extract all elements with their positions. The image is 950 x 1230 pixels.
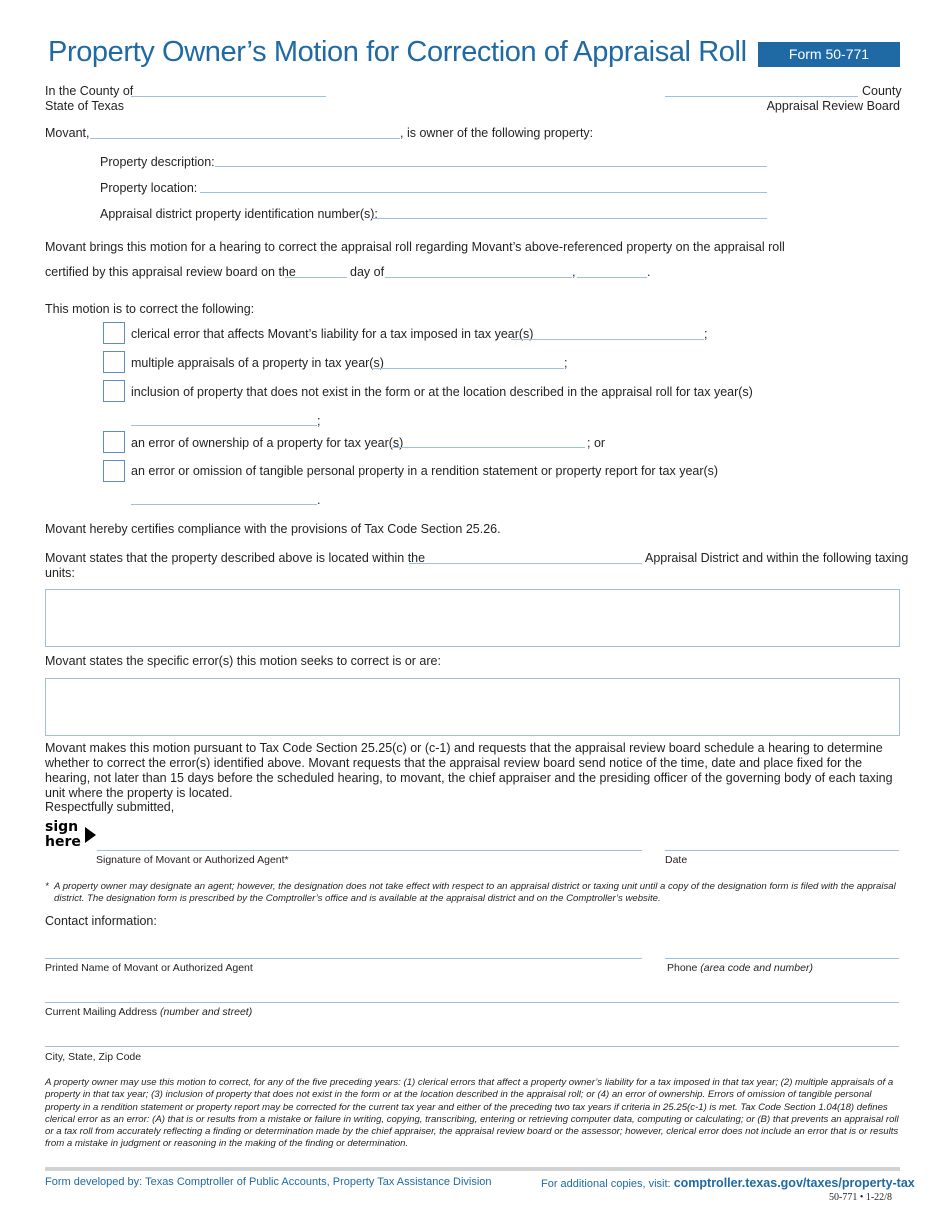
city-state-zip-label: City, State, Zip Code [45,1051,142,1063]
county-suffix-label: County [862,84,902,98]
footnote-text: A property owner may designate an agent; however, the designation does not take effect with respect to an appraisal district or taxing unit until a copy of the designation form is filed with the appraisal district. The designation form is prescribed by the Comptroller’s office and is available at the appraisal district and on the Comptroller’s website. [54,881,896,905]
arb-county-field[interactable] [665,96,858,97]
comma: , [572,265,576,279]
phone-field[interactable] [665,958,899,959]
property-description-field[interactable] [215,166,767,167]
semicolon: ; [564,356,568,370]
date-label: Date [665,854,688,866]
state-label: State of Texas [45,99,124,113]
units-label: units: [45,566,75,580]
mailing-address-field[interactable] [45,1002,899,1003]
nonexistent-property-label: inclusion of property that does not exist in the form or at the location described in the appraisal roll for tax year(s) [131,385,753,399]
county-field[interactable] [131,96,326,97]
owner-statement: , is owner of the following property: [400,126,594,140]
phone-label-text: Phone [667,962,698,974]
movant-name-field[interactable] [90,138,400,139]
tangible-property-year-field[interactable] [131,504,317,505]
signature-label: Signature of Movant or Authorized Agent* [96,854,289,866]
footnote-star: * [45,881,49,892]
sign-arrow-icon [85,827,96,843]
period: . [647,265,651,279]
footer-divider [45,1167,900,1171]
revision-code: 50-771 • 1-22/8 [829,1192,892,1203]
located-suffix: Appraisal District and within the following taxing [645,551,909,565]
corrections-intro: This motion is to correct the following: [45,302,255,316]
mailing-address-label [45,1005,252,1020]
clerical-error-year-field[interactable] [511,339,704,340]
clerical-error-checkbox[interactable] [103,322,125,344]
printed-name-label: Printed Name of Movant or Authorized Agent [45,962,253,974]
tangible-property-checkbox[interactable] [103,460,125,482]
certified-day-field[interactable] [285,277,347,278]
county-label: In the County of [45,84,134,98]
here-word: here [45,834,81,850]
day-of-label: day of [350,265,385,279]
multiple-appraisals-checkbox[interactable] [103,351,125,373]
sign-word: sign [45,819,79,835]
phone-label [667,961,813,976]
mailing-hint: (number and street) [159,1006,253,1018]
date-field[interactable] [665,850,899,851]
certified-year-field[interactable] [577,277,647,278]
specific-errors-label: Movant states the specific error(s) this motion seeks to correct is or are: [45,654,441,668]
printed-name-field[interactable] [45,958,642,959]
property-description-label: Property description: [100,155,215,169]
arb-label: Appraisal Review Board [766,99,900,113]
ownership-error-checkbox[interactable] [103,431,125,453]
specific-errors-field[interactable] [45,678,900,736]
additional-copies [541,1176,915,1190]
nonexistent-property-checkbox[interactable] [103,380,125,402]
district-id-field[interactable] [372,218,767,219]
pursuant-paragraph: Movant makes this motion pursuant to Tax Code Section 25.25(c) or (c-1) and requests that the appraisal review board schedule a hearing to determine whether to correct the error(s) identified above. Movant requests that the appraisal review board send notice of the time, date and place fixed for the hearing, not later than 15 days before the scheduled hearing, to movant, the chief appraiser and the presiding officer of the governing body of each taxing unit where the property is located. [45,741,893,800]
developed-by: Form developed by: Texas Comptroller of Public Accounts, Property Tax Assistance Division [45,1176,492,1188]
semicolon: ; [317,414,321,428]
ownership-error-year-field[interactable] [390,447,585,448]
copies-prefix: For additional copies, visit: [541,1178,671,1190]
nonexistent-property-year-field[interactable] [131,425,317,426]
semicolon: ; [704,327,708,341]
district-id-label: Appraisal district property identification number(s): [100,207,378,221]
certified-month-field[interactable] [385,277,572,278]
contact-heading: Contact information: [45,914,157,928]
located-prefix: Movant states that the property described above is located within the [45,551,426,565]
period: . [317,493,321,507]
ownership-error-label: an error of ownership of a property for tax year(s) [131,436,404,450]
taxing-units-field[interactable] [45,589,900,647]
legal-note: A property owner may use this motion to correct, for any of the five preceding years: (1) clerical errors that affect a property owner’s liability for a tax imposed in that tax year; (2) multiple appraisals of a property in that tax year; (3) inclusion of property that does not exist in the form or at the location described in the appraisal roll; or (4) an error of ownership. Errors of omission of tangible personal property in a rendition statement or property report may be corrected for the current tax year and either of the preceding two tax years if criteria in 25.25(c-1) is met. Tax Code Section 1.04(18) defines clerical error as an error: (A) that is or results from a mistake or failure in writing, copying, transcribing, entering or retrieving computer data, computing or calculating; or (B) that prevents an appraisal roll or a tax roll from accurately reflecting a finding or determination made by the chief appraiser, the appraisal review board or the assessor; however, clerical error does not include an error that is or results from a mistake in judgment or reasoning in the making of the finding or determination. [45,1077,899,1150]
tangible-property-label: an error or omission of tangible personal property in a rendition statement or property report for tax year(s) [131,464,719,478]
sign-here-logo [45,820,81,850]
certified-label: certified by this appraisal review board on the [45,265,296,279]
mailing-label-text: Current Mailing Address [45,1006,158,1018]
hearing-statement: Movant brings this motion for a hearing to correct the appraisal roll regarding Movant’s above-referenced property on the appraisal roll [45,240,785,254]
respectfully-submitted: Respectfully submitted, [45,800,175,814]
or-suffix: ; or [587,436,606,450]
phone-hint: (area code and number) [700,962,813,974]
multiple-appraisals-label: multiple appraisals of a property in tax year(s) [131,356,384,370]
appraisal-district-field[interactable] [409,563,642,564]
clerical-error-label: clerical error that affects Movant’s liability for a tax imposed in tax year(s) [131,327,534,341]
property-location-label: Property location: [100,181,198,195]
property-location-field[interactable] [200,192,767,193]
form-number-badge: Form 50-771 [758,42,900,67]
city-state-zip-field[interactable] [45,1046,899,1047]
copies-link[interactable]: comptroller.texas.gov/taxes/property-tax [673,1176,915,1190]
multiple-appraisals-year-field[interactable] [372,368,564,369]
movant-label: Movant, [45,126,90,140]
certifies-statement: Movant hereby certifies compliance with the provisions of Tax Code Section 25.26. [45,522,501,536]
page-title: Property Owner’s Motion for Correction of Appraisal Roll [48,36,747,68]
signature-field[interactable] [97,850,642,851]
